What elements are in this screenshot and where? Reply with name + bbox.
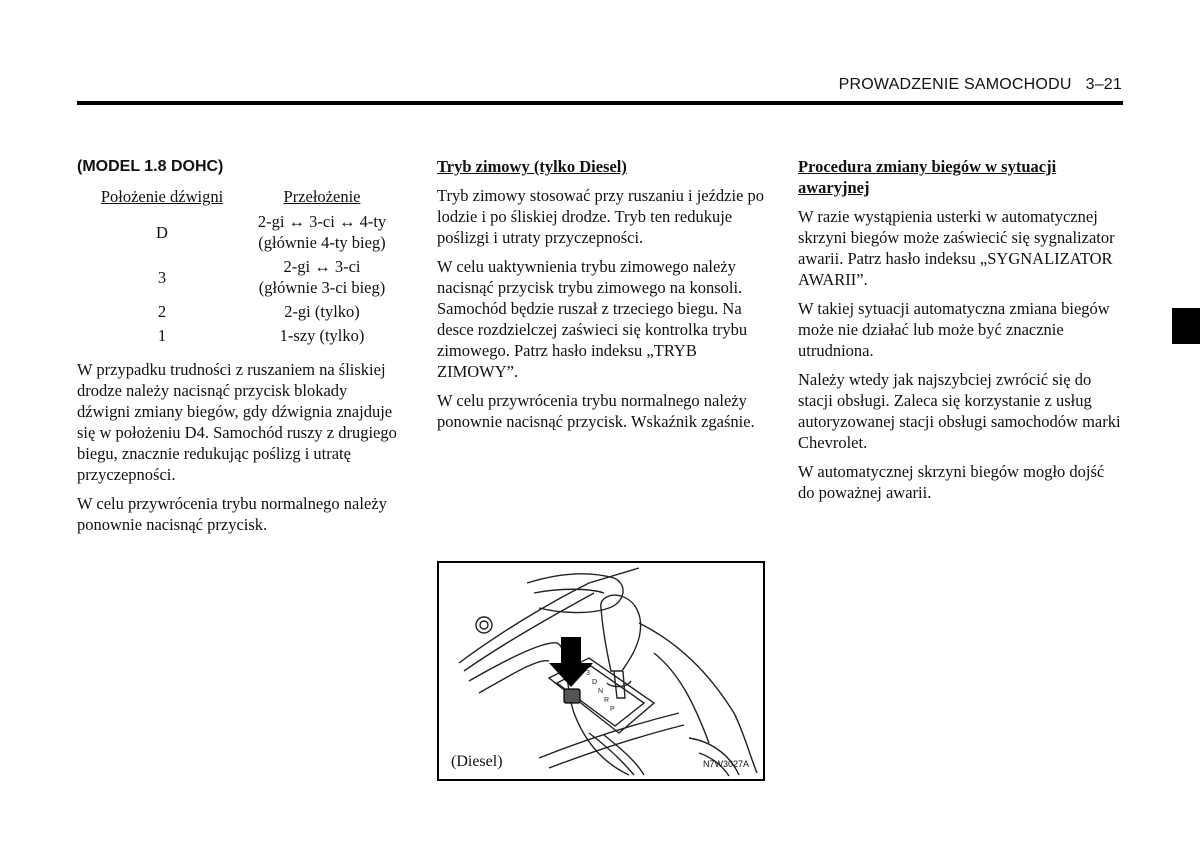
cell-ratio: 2-gi (tylko) — [284, 302, 360, 321]
table-row — [77, 211, 397, 256]
cell-position: 3 — [157, 267, 167, 287]
cell-ratio — [247, 256, 397, 301]
gate-letter: P — [610, 706, 615, 713]
paragraph: W przypadku trudności z ruszaniem na śliskiej drodze należy nacisnąć przycisk blokady dźwigni zmiany biegów, gdy dźwignia znajduje się w położeniu D4. Samochód ruszy z drugiego biegu, znacznie redukując poślizg i utratę przyczepności. — [77, 360, 397, 484]
gear-table — [77, 186, 397, 349]
cell-ratio — [247, 211, 397, 256]
gate-letter: R — [604, 697, 610, 704]
gate-letter: N — [598, 688, 604, 695]
table-row — [77, 256, 397, 301]
ratio-note: (głównie 4-ty bieg) — [258, 233, 386, 252]
paragraph: W automatycznej skrzyni biegów mogło dojść do poważnej awarii. — [798, 462, 1105, 502]
gate-letter: 3 — [586, 670, 590, 677]
page-number: 3–21 — [1085, 76, 1122, 93]
arrow-down-icon — [549, 637, 593, 687]
winter-mode-button — [564, 689, 580, 703]
paragraph: W razie wystąpienia usterki w automatycznej skrzyni biegów może zaświecić się sygnalizator awarii. Patrz hasło indeksu „SYGNALIZATOR AWARII”. — [798, 207, 1115, 289]
figure-caption: (Diesel) — [451, 753, 503, 770]
cell-position: D — [156, 222, 168, 242]
cell-position: 1 — [157, 326, 167, 345]
gate-letter: D — [592, 679, 598, 686]
paragraph: Należy wtedy jak najszybciej zwrócić się do stacji obsługi. Zaleca się korzystanie z usług autoryzowanej stacji obsługi samochodów marki Chevrolet. — [798, 370, 1121, 452]
ratio-note: (głównie 3-ci bieg) — [258, 278, 386, 297]
cell-position: 2 — [157, 302, 167, 321]
header-rule — [77, 101, 1123, 105]
section-title: PROWADZENIE SAMOCHODU — [838, 76, 1072, 93]
column-middle — [437, 156, 767, 440]
column-right — [798, 156, 1124, 511]
table-row — [77, 301, 397, 325]
section-heading: Tryb zimowy (tylko Diesel) — [437, 157, 627, 176]
figure-code: N7W3027A — [702, 759, 749, 769]
paragraph: W takiej sytuacji automatyczna zmiana biegów może nie działać lub może być znacznie utrudniona. — [798, 299, 1110, 360]
model-heading: (MODEL 1.8 DOHC) — [77, 158, 224, 175]
chapter-tab-marker — [1172, 308, 1200, 344]
section-heading: Procedura zmiany biegów w sytuacji awaryjnej — [798, 157, 1057, 197]
table-header-position: Położenie dźwigni — [100, 187, 224, 206]
paragraph: W celu przywrócenia trybu normalnego należy ponownie nacisnąć przycisk. — [77, 494, 387, 534]
column-left — [77, 156, 403, 543]
table-row — [77, 325, 397, 349]
gear-console-illustration — [437, 561, 765, 781]
table-header-ratio: Przełożenie — [283, 187, 361, 206]
cell-ratio: 1-szy (tylko) — [279, 326, 365, 345]
running-header — [839, 76, 1122, 94]
ratio-line: 2-gi ↔ 3-ci ↔ 4-ty — [257, 212, 387, 231]
paragraph: W celu uaktywnienia trybu zimowego należy nacisnąć przycisk trybu zimowego na konsoli. Samochód będzie ruszał z trzeciego biegu. Na desce rozdzielczej zaświeci się kontrolka trybu zimowego. Patrz hasło indeksu „TRYB ZIMOWY”. — [437, 257, 748, 381]
paragraph: Tryb zimowy stosować przy ruszaniu i jeździe po lodzie i po śliskiej drodze. Tryb ten redukuje poślizgi i utraty przyczepności. — [437, 186, 765, 247]
ratio-line: 2-gi ↔ 3-ci — [283, 257, 361, 276]
paragraph: W celu przywrócenia trybu normalnego należy ponownie nacisnąć przycisk. Wskaźnik zgaśnie. — [437, 391, 755, 431]
console-drawing — [439, 563, 763, 779]
